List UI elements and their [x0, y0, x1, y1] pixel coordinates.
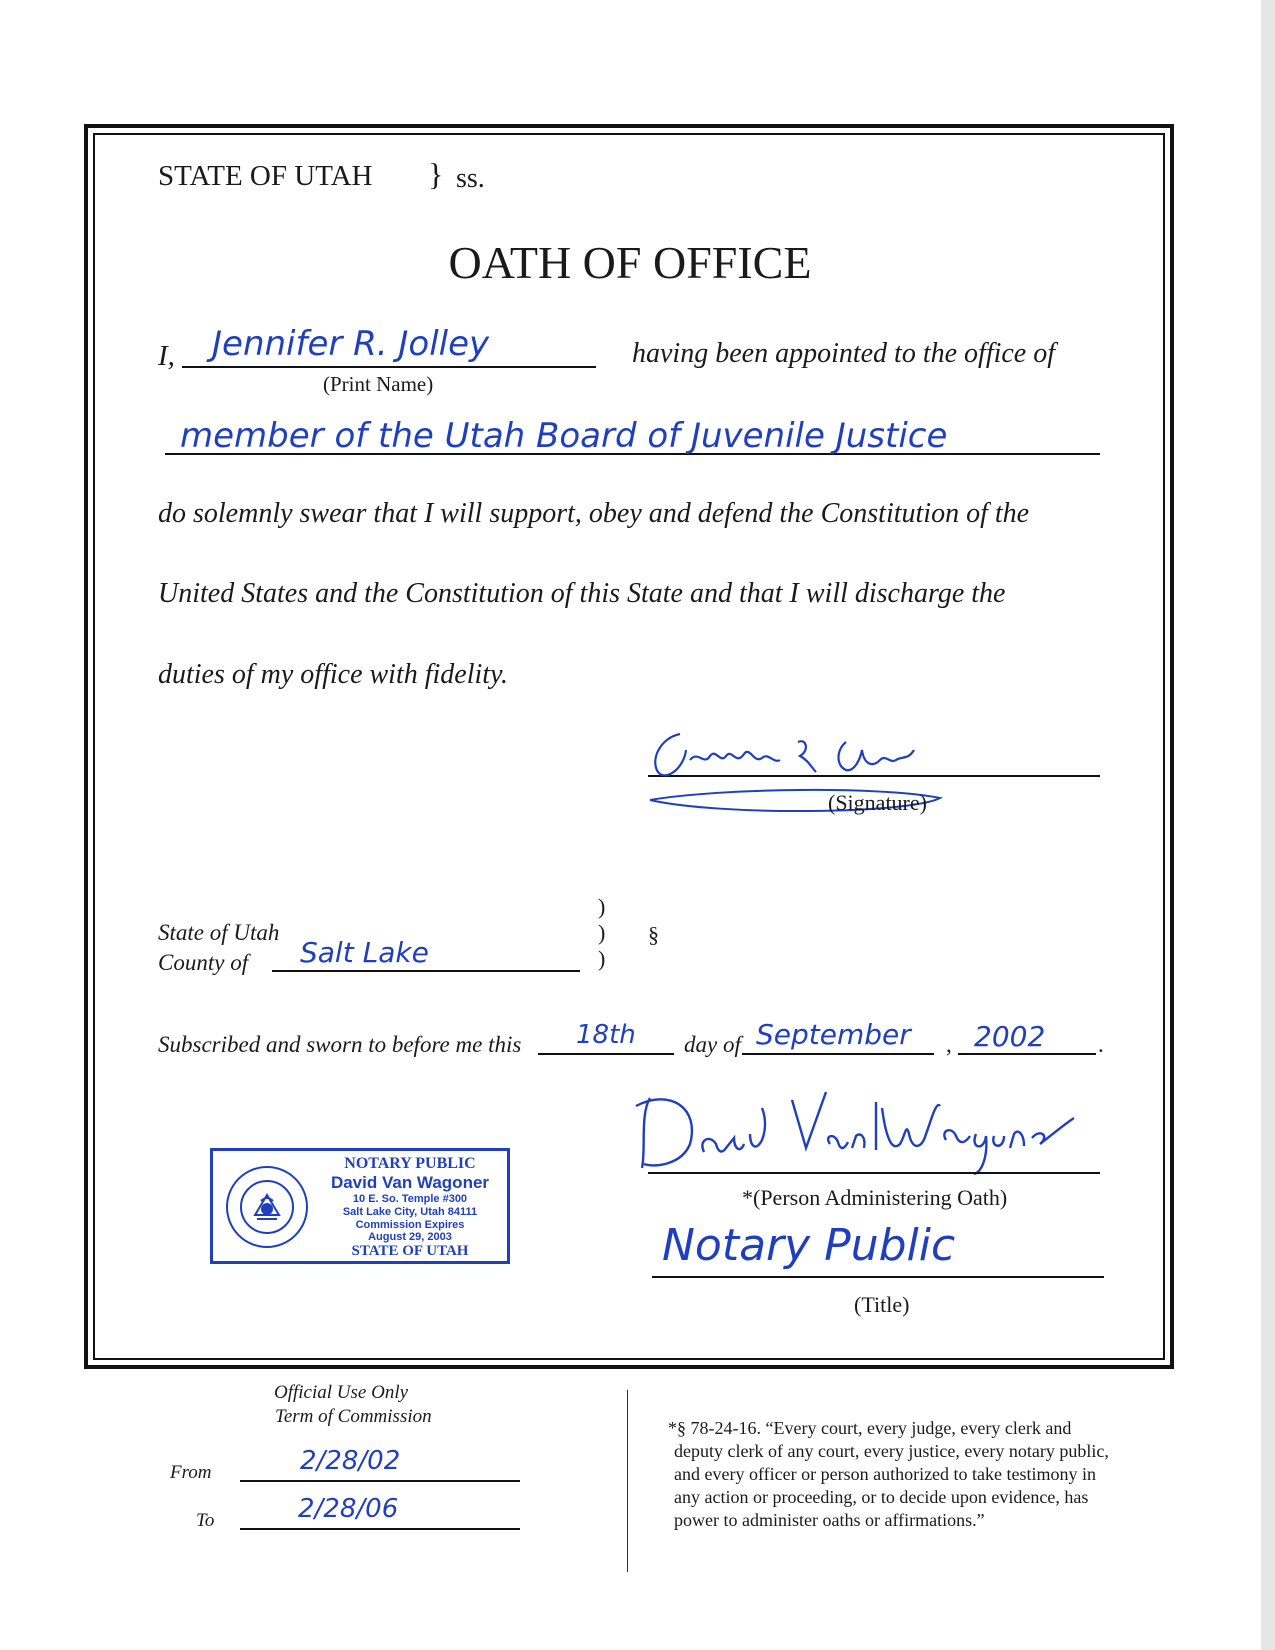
administrator-caption: *(Person Administering Oath): [742, 1185, 1008, 1210]
title-caption: (Title): [854, 1292, 910, 1317]
venue-county-label: County of: [158, 950, 249, 975]
print-name-value: Jennifer R. Jolley: [212, 324, 490, 364]
venue-state: State of Utah: [158, 920, 280, 945]
notary-stamp: [210, 1148, 510, 1264]
comma: ,: [946, 1032, 952, 1057]
administrator-signature: [630, 1078, 1100, 1178]
footnote-line-3: and every officer or person authorized to take testimony in: [674, 1464, 1097, 1484]
to-value: 2/28/06: [298, 1494, 399, 1524]
from-label: From: [170, 1462, 212, 1483]
county-line: [272, 970, 580, 972]
signature-caption: (Signature): [828, 790, 927, 815]
administrator-line: [648, 1172, 1100, 1174]
section-symbol: §: [648, 922, 659, 947]
from-value: 2/28/02: [300, 1446, 401, 1476]
day-value: 18th: [576, 1020, 636, 1050]
i-prefix: I,: [158, 340, 175, 372]
stamp-address: 10 E. So. Temple #300: [352, 1193, 468, 1205]
period: .: [1098, 1032, 1104, 1057]
title-value: Notary Public: [662, 1220, 956, 1271]
oath-line-2: United States and the Constitution of this State and that I will discharge the: [158, 578, 1006, 609]
venue-paren-3: ): [598, 946, 606, 971]
oath-line-3: duties of my office with fidelity.: [158, 659, 508, 690]
document-title: OATH OF OFFICE: [448, 237, 812, 288]
print-name-caption: (Print Name): [323, 372, 434, 396]
official-use-heading: Official Use Only: [274, 1382, 409, 1403]
oath-line-1: do solemnly swear that I will support, obey and defend the Constitution of the: [158, 498, 1030, 529]
title-line: [652, 1276, 1104, 1278]
footnote-line-1: *§ 78-24-16. “Every court, every judge, every clerk and: [668, 1418, 1072, 1438]
subscribed-lead: Subscribed and sworn to before me this: [158, 1032, 522, 1057]
ss-label: ss.: [456, 163, 485, 194]
footnote-line-4: any action or proceeding, or to decide upon evidence, has: [674, 1487, 1089, 1507]
day-line: [538, 1053, 674, 1055]
year-line: [958, 1053, 1096, 1055]
heading-brace: }: [428, 156, 444, 192]
to-line: [240, 1528, 520, 1530]
footnote-line-2: deputy clerk of any court, every justice, every notary public,: [674, 1441, 1109, 1461]
stamp-name: David Van Wagoner: [330, 1173, 490, 1192]
appointment-phrase: having been appointed to the office of: [632, 338, 1056, 369]
county-value: Salt Lake: [300, 936, 429, 969]
section-divider: [627, 1390, 628, 1572]
day-of-label: day of: [684, 1032, 741, 1057]
state-seal-icon: [225, 1165, 309, 1249]
stamp-city: Salt Lake City, Utah 84111: [342, 1206, 478, 1218]
from-line: [240, 1480, 520, 1482]
month-line: [742, 1053, 934, 1055]
stamp-commission: Commission Expires: [355, 1219, 465, 1231]
state-heading: STATE OF UTAH: [158, 160, 373, 192]
year-value: 2002: [974, 1020, 1046, 1053]
venue-paren-2: ): [598, 920, 606, 945]
to-label: To: [196, 1510, 215, 1531]
print-name-line: [182, 366, 596, 368]
month-value: September: [756, 1018, 911, 1051]
stamp-state: STATE OF UTAH: [351, 1243, 469, 1259]
office-value: member of the Utah Board of Juvenile Justice: [180, 416, 948, 456]
stamp-notary-public: NOTARY PUBLIC: [344, 1155, 476, 1172]
footnote-line-5: power to administer oaths or affirmations.”: [674, 1510, 985, 1530]
venue-paren-1: ): [598, 894, 606, 919]
page-edge: [1261, 0, 1275, 1650]
term-heading: Term of Commission: [275, 1406, 432, 1427]
stamp-expiry: August 29, 2003: [368, 1231, 452, 1243]
